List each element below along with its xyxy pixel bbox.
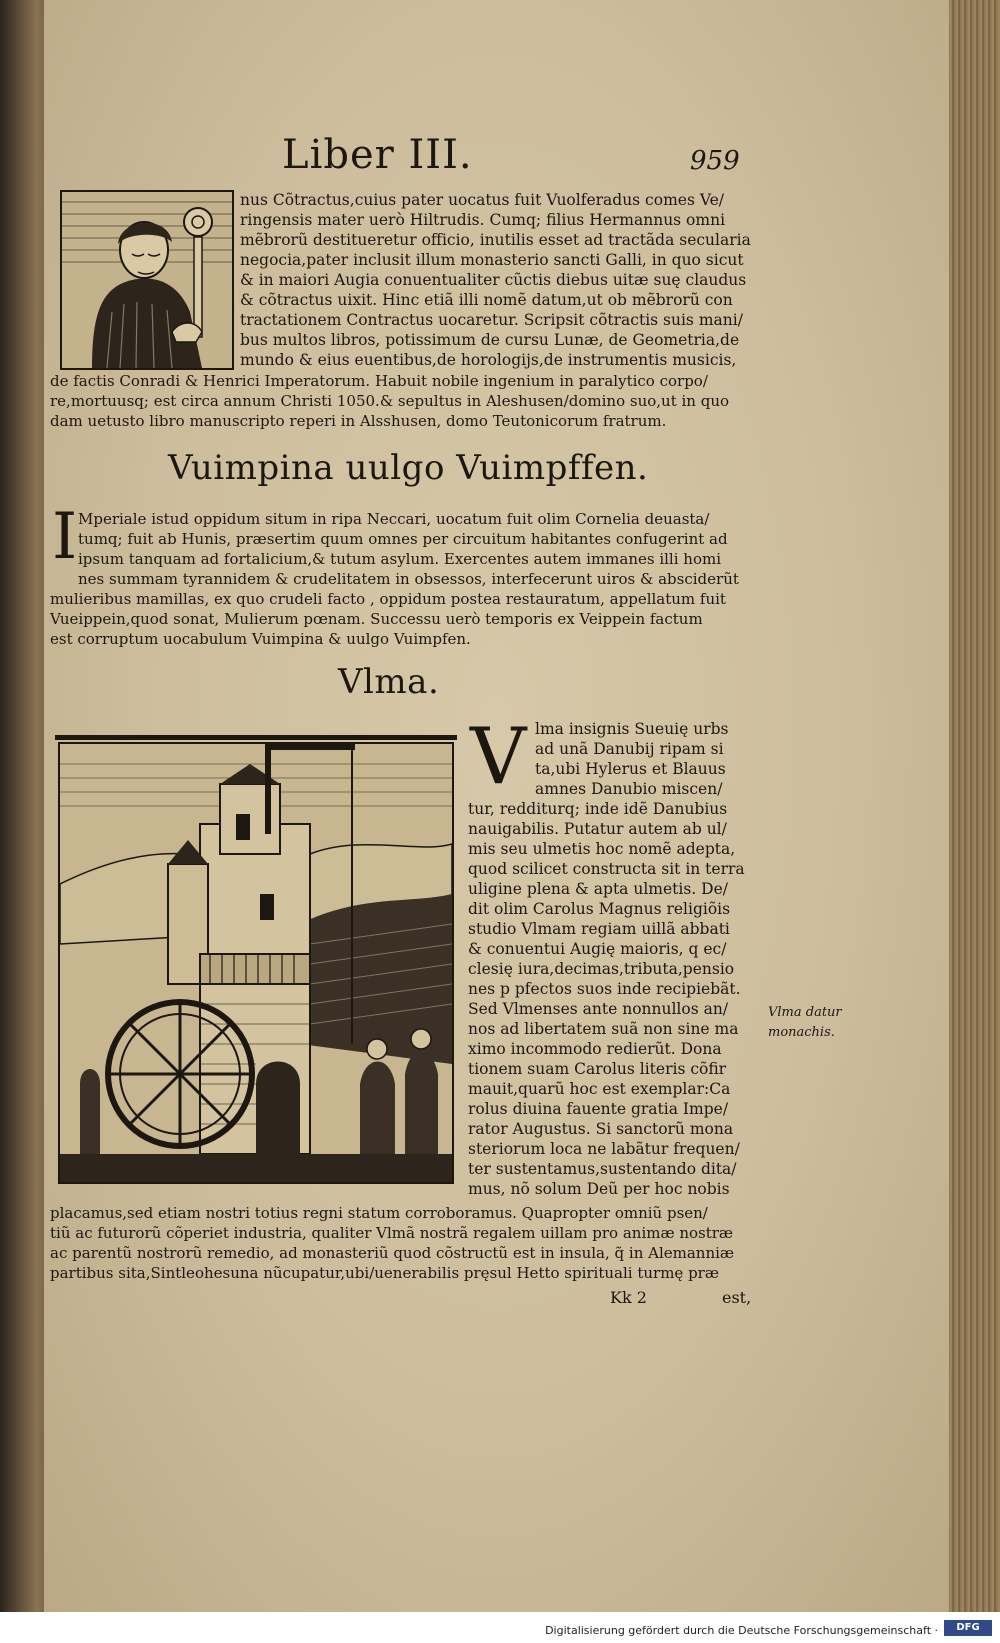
text-line: rator Augustus. Si sanctorũ mona [468,1120,734,1138]
text-line: clesię iura,decimas,tributa,pensio [468,960,735,978]
text-line: re,mortuusq; est circa annum Christi 1050.& sepultus in Aleshusen/domino suo,ut in quo [50,392,730,410]
text-line: mulieribus mamillas, ex quo crudeli facto , oppidum postea restauratum, appellatum fuit [50,590,726,608]
text-line: mauit,quarũ hoc est exemplar:Ca [468,1080,731,1098]
woodcut-top-rule [55,735,457,740]
text-line: mẽbrorũ destitueretur officio, inutilis esset ad tractãda secularia [240,231,751,249]
text-line: ipsum tanquam ad fortalicium,& tutum asylum. Exercentes autem immanes illi homi [78,550,722,568]
city-woodcut-image [58,742,454,1184]
section-heading-vuimpina: Vuimpina uulgo Vuimpffen. [168,448,649,488]
text-line: Vueippein,quod sonat, Mulierum pœnam. Successu uerò temporis ex Veippein factum [50,610,703,628]
running-header-title: Liber III. [282,132,473,178]
margin-note-line: Vlma datur [768,1005,842,1020]
text-line: Sed Vlmenses ante nonnullos an/ [468,1000,729,1018]
dfg-logo: DFG [944,1620,992,1636]
portrait-woodcut-image [60,190,234,370]
text-line: tractationem Contractus uocaretur. Scripsit cõtractis suis mani/ [240,311,743,329]
text-line: nes p pfectos suos inde recipiebãt. [468,980,741,998]
drop-cap-i: I [52,500,78,574]
text-line: & conuentui Augię maioris, q ec/ [468,940,727,958]
text-line: ac parentũ nostrorũ remedio, ad monasteriũ quod cõstructũ est in insula, q̃ in Alemanniæ [50,1244,735,1262]
text-line: nes summam tyrannidem & crudelitatem in obsessos, interfecerunt uiros & absciderũt [78,570,739,588]
footer-credit: Digitalisierung gefördert durch die Deutsche Forschungsgemeinschaft · [545,1624,938,1637]
section-heading-vlma: Vlma. [338,662,440,702]
text-line: tumq; fuit ab Hunis, præsertim quum omnes per circuitum habitantes confugerint ad [78,530,728,548]
text-line: tur, redditurq; inde idẽ Danubius [468,800,728,818]
text-line: mundo & eius euentibus,de horologijs,de instrumentis musicis, [240,351,737,369]
text-line: partibus sita,Sintleohesuna nũcupatur,ubi/uenerabilis pręsul Hetto spirituali turmę præ [50,1264,719,1282]
text-line: steriorum loca ne labãtur frequen/ [468,1140,740,1158]
page-edges-right [949,0,1000,1612]
text-line: & cõtractus uixit. Hinc etiã illi nomẽ datum,ut ob mẽbrorũ con [240,291,733,309]
text-line: nauigabilis. Putatur autem ab ul/ [468,820,727,838]
text-line: dit olim Carolus Magnus religiõis [468,900,731,918]
text-line: ximo incommodo redierũt. Dona [468,1040,722,1058]
text-line: ad unã Danubij ripam si [535,740,724,758]
catchword: est, [722,1288,752,1307]
text-line: tiũ ac futurorũ cõperiet industria, qualiter Vlmã nostrã regalem uillam pro animæ nostræ [50,1224,734,1242]
drop-cap-v: V [470,712,527,802]
text-line: ter sustentamus,sustentando dita/ [468,1160,737,1178]
text-line: nus Cõtractus,cuius pater uocatus fuit Vuolferadus comes Ve/ [240,191,724,209]
text-line: bus multos libros, potissimum de cursu Lunæ, de Geometria,de [240,331,740,349]
text-line: nos ad libertatem suã non sine ma [468,1020,739,1038]
text-line: amnes Danubio miscen/ [535,780,723,798]
text-line: est corruptum uocabulum Vuimpina & uulgo Vuimpfen. [50,630,471,648]
margin-note-line: monachis. [768,1025,835,1040]
text-line: rolus diuina fauente gratia Impe/ [468,1100,729,1118]
text-line: quod scilicet constructa sit in terra [468,860,745,878]
text-line: studio Vlmam regiam uillã abbati [468,920,730,938]
text-line: uligine plena & apta ulmetis. De/ [468,880,728,898]
text-line: tionem suam Carolus literis cõfir [468,1060,727,1078]
text-line: Mperiale istud oppidum situm in ripa Neccari, uocatum fuit olim Cornelia deuasta/ [78,510,710,528]
text-line: negocia,pater inclusit illum monasterio sancti Galli, in quo sicut [240,251,744,269]
text-line: & in maiori Augia conuentualiter cũctis diebus uitæ suę claudus [240,271,747,289]
text-line: mis seu ulmetis hoc nomẽ adepta, [468,840,736,858]
text-line: placamus,sed etiam nostri totius regni statum corroboramus. Quapropter omniũ psen/ [50,1204,708,1222]
text-line: lma insignis Sueuię urbs [535,720,729,738]
page-number: 959 [690,146,740,176]
text-line: mus, nõ solum Deũ per hoc nobis [468,1180,730,1198]
text-line: de factis Conradi & Henrici Imperatorum. Habuit nobile ingenium in paralytico corpo/ [50,372,708,390]
text-line: ringensis mater uerò Hiltrudis. Cumq; filius Hermannus omni [240,211,726,229]
signature-mark: Kk 2 [610,1288,647,1307]
text-line: dam uetusto libro manuscripto reperi in Alsshusen, domo Teutonicorum fratrum. [50,412,667,430]
text-line: ta,ubi Hylerus et Blauus [535,760,726,778]
